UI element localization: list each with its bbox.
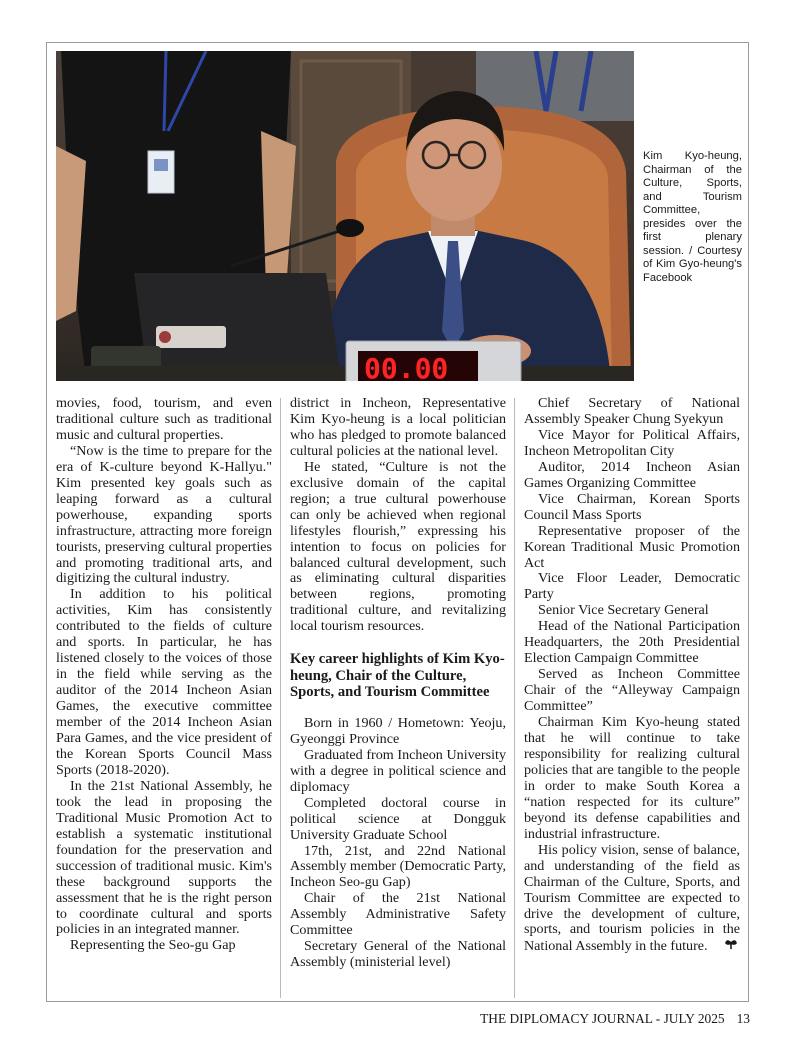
career-item: Senior Vice Secretary General: [538, 602, 709, 619]
column-divider: [280, 398, 281, 998]
page-number: 13: [736, 1011, 750, 1026]
spacer: [290, 635, 506, 651]
paragraph: district in Incheon, Representative Kim Kyo-heung is a local politician who has pledged to promote balanced cultural policies at the national level.: [290, 395, 506, 459]
paragraph: In addition to his political activities, Kim has consistently contributed to the fields of culture and sports. In particular, he has listened closely to the voices of those in the field while serving as the auditor of the 2014 Incheon Asian Games, the executive committee member of the 2014 Incheon Asian Para Games, and the vice president of the Korean Sports Council Mass Sports (2018-2020).: [56, 586, 272, 778]
career-item: Served as Incheon Committee Chair of the “Alleyway Campaign Committee”: [524, 666, 740, 715]
career-item: Completed doctoral course in political science at Dongguk University Graduate School: [290, 794, 506, 843]
timer-display: 00.00: [364, 352, 449, 381]
paragraph: He stated, “Culture is not the exclusive domain of the capital region; a true cultural powerhouse can only be achieved when regional lifestyles flourish,” expressing his intention to focus on policies for balanced cultural development, such as eliminating cultural disparities between regions, promoting traditional culture, and revitalizing local tourism resources.: [290, 458, 506, 635]
fleuron-end-icon: [711, 938, 737, 952]
career-item: Born in 1960 / Hometown: Yeoju, Gyeonggi Province: [290, 714, 506, 747]
career-item: Graduated from Incheon University with a degree in political science and diplomacy: [290, 746, 506, 795]
career-item: Chief Secretary of National Assembly Speaker Chung Syekyun: [524, 395, 740, 427]
spacer: [290, 700, 506, 716]
paragraph: Representing the Seo-gu Gap: [70, 937, 236, 954]
article-column-2: [290, 396, 506, 1000]
publication-name: THE DIPLOMACY JOURNAL - JULY 2025: [480, 1011, 725, 1026]
career-item: Secretary General of the National Assembly (ministerial level): [290, 938, 506, 971]
career-item: Representative proposer of the Korean Traditional Music Promotion Act: [524, 522, 740, 571]
paragraph: [524, 843, 740, 956]
paragraph: “Now is the time to prepare for the era of K-culture beyond K-Hallyu." Kim presented key goals such as leaping forward as a cultural powerhouse, expanding sports infrastructure, attracting more foreign tourists, preserving cultural properties and promoting traditional arts, and digitizing the cultural industry.: [56, 442, 272, 587]
paragraph: movies, food, tourism, and even traditional culture such as traditional music and cultural properties.: [56, 395, 272, 443]
photo-caption: Kim Kyo-heung, Chairman of the Culture, Sports, and Tourism Committee, presides over the first plenary session. / Courtesy of Kim Gyo-heung's Facebook: [643, 150, 742, 284]
career-heading: Key career highlights of Kim Kyo-heung, Chair of the Culture, Sports, and Tourism Committee: [290, 651, 505, 700]
article-column-1: [56, 396, 272, 1000]
career-item: Chair of the 21st National Assembly Administrative Safety Committee: [290, 890, 506, 939]
page-footer: [480, 1011, 750, 1027]
career-item: 17th, 21st, and 22nd National Assembly member (Democratic Party, Incheon Seo-gu Gap): [290, 842, 506, 891]
career-item: Vice Chairman, Korean Sports Council Mass Sports: [524, 490, 740, 523]
career-item: Vice Mayor for Political Affairs, Incheon Metropolitan City: [524, 426, 740, 459]
column-divider: [514, 398, 515, 998]
closing-paragraph-text: His policy vision, sense of balance, and understanding of the field as Chairman of the Culture, Sports, and Tourism Committee are expected to drive the development of culture, sports, and tourism policies in the National Assembly in the future.: [524, 841, 740, 955]
paragraph: Chairman Kim Kyo-heung stated that he will continue to take responsibility for realizing cultural policies that are tangible to the people in order to make South Korea a “nation respected for its culture” beyond its defense capabilities and industrial infrastructure.: [524, 714, 740, 842]
paragraph: In the 21st National Assembly, he took the lead in proposing the Traditional Music Promotion Act to establish a systematic institutional foundation for the preservation and succession of traditional music. Kim's these background supports the assessment that he is the right person to coordinate cultural and sports policies in an integrated manner.: [56, 777, 272, 938]
career-item: Auditor, 2014 Incheon Asian Games Organizing Committee: [524, 458, 740, 491]
article-column-3: [524, 396, 740, 1000]
career-item: Vice Floor Leader, Democratic Party: [524, 570, 740, 603]
article-photo: [56, 51, 634, 381]
career-item: Head of the National Participation Headquarters, the 20th Presidential Election Campaign Committee: [524, 618, 740, 667]
